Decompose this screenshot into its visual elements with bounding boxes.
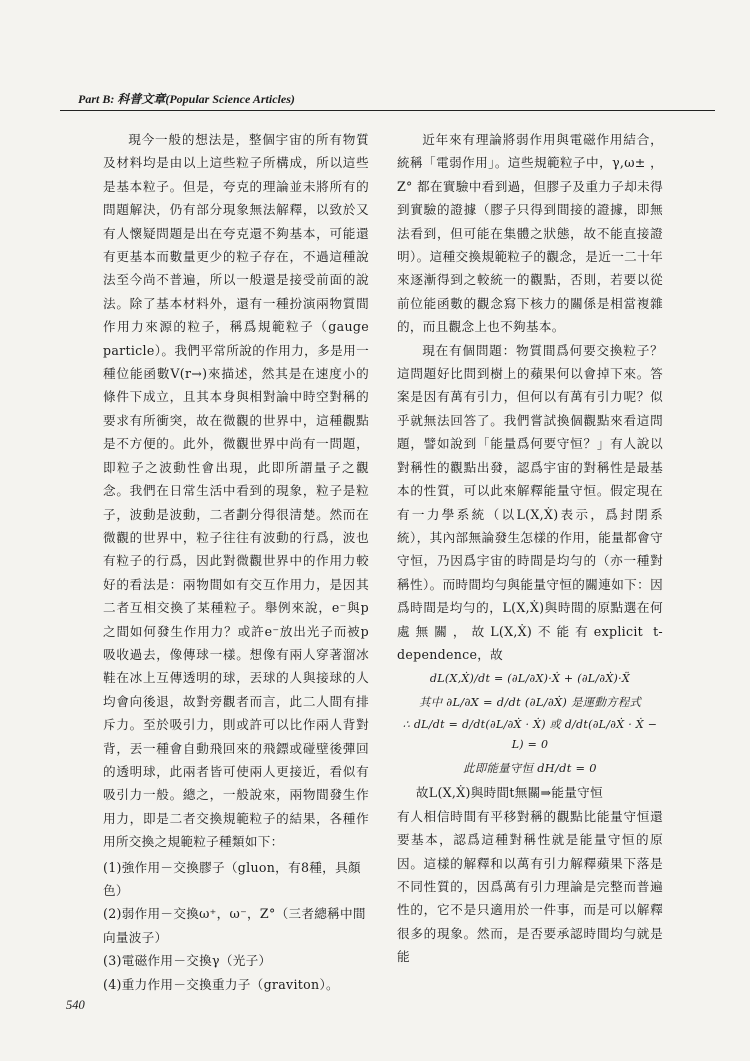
running-header: Part B: 科普文章(Popular Science Articles) <box>78 92 295 106</box>
right-paragraph-3: 有人相信時間有平移對稱的觀點比能量守恒還要基本，認爲這種對稱性就是能量守恒的原因。這樣的解釋和以萬有引力解釋蘋果下落是不同性質的，因爲萬有引力理論是完整而普遍性的，它不是只適用於一件事，而是可以解釋很多的現象。然而，是否要承認時間均勻就是能 <box>397 808 663 965</box>
list-item-electromagnetic: (3)電磁作用－交換γ（光子） <box>103 953 272 969</box>
list-item-weak: (2)弱作用－交換ω⁺，ω⁻，Z°（三者總稱中間向量波子） <box>103 906 366 945</box>
header-rule <box>60 110 715 111</box>
gauge-particle-list <box>103 856 369 996</box>
left-column <box>103 128 369 996</box>
equation-motion: 其中 ∂L/∂X = d/dt (∂L/∂Ẋ) 是運動方程式 <box>419 695 642 710</box>
list-item-strong: (1)強作用－交換膠子（gluon，有8種，具顏色） <box>103 859 361 898</box>
right-paragraph-1: 近年來有理論將弱作用與電磁作用結合，統稱「電弱作用」。這些規範粒子中，γ,ω± ，Z° 都在實驗中看到過，但膠子及重力子却未得到實驗的證據（膠子只得到間接的證據，即無法看到，但可能在集體之狀態，故不能直接證明）。這種交換規範粒子的觀念，是近一二十年來逐漸得到之較統一的觀點，否則，若要以從前位能函數的觀念寫下核力的關係是相當複雜的，而且觀念上也不夠基本。 <box>397 132 663 335</box>
list-item-gravity: (4)重力作用－交換重力子（graviton）。 <box>103 976 339 992</box>
left-paragraph-1: 現今一般的想法是，整個宇宙的所有物質及材料均是由以上這些粒子所構成，所以這些是基本粒子。但是，夸克的理論並未將所有的問題解決，仍有部分現象無法解釋，以致於又有人懷疑問題是出在夸克還不夠基本，可能還有更基本而數量更少的粒子存在，不過這種說法至今尚不普遍，所以一般還是接受前面的說法。除了基本材料外，還有一種扮演兩物質間作用力來源的粒子，稱爲規範粒子（gauge particle）。我們平常所說的作用力，多是用一種位能函數V(r→)來描述，然其是在速度小的條件下成立，且其本身與相對論中時空對稱的要求有所衝突，故在微觀的世界中，這種觀點是不方便的。此外，微觀世界中尚有一問題，即粒子之波動性會出現，此即所謂量子之觀念。我們在日常生活中看到的現象，粒子是粒子，波動是波動，二者劃分得很清楚。然而在微觀的世界中，粒子往往有波動的行爲，波也有粒子的行爲，因此對微觀世界中的作用力較好的看法是：兩物間如有交互作用力，是因其二者互相交換了某種粒子。舉例來說，e⁻與p之間如何發生作用力？或許e⁻放出光子而被p吸收過去，像傳球一樣。想像有兩人穿著溜冰鞋在冰上互傳透明的球，丟球的人與接球的人均會向後退，故對旁觀者而言，此二人間有排斥力。至於吸引力，則或許可以比作兩人背對背，丟一種會自動飛回來的飛鏢或碰壁後彈回的透明球，此兩者皆可使兩人更接近，看似有吸引力一般。總之，一般說來，兩物間發生作用力，即是二者交換規範粒子的結果，各種作用所交換之規範粒子種類如下： <box>103 132 369 850</box>
equation-dl-dt: dL(X,Ẋ)/dt = (∂L/∂X)·Ẋ + (∂L/∂Ẋ)·Ẍ <box>429 672 631 686</box>
right-column <box>397 128 663 969</box>
equation-energy-conservation: 此即能量守恒 dH/dt = 0 <box>463 761 597 776</box>
right-paragraph-2: 現在有個問題：物質間爲何要交換粒子？這問題好比問到樹上的蘋果何以會掉下來。答案是因有萬有引力，但何以有萬有引力呢？似乎就無法回答了。我們嘗試換個觀點來看這問題，譬如說到「能量爲何要守恒？」有人說以對稱性的觀點出發，認爲宇宙的對稱性是最基本的性質，可以此來解釋能量守恒。假定現在有一力學系統（以L(X,Ẋ)表示，爲封閉系統），其內部無論發生怎樣的作用，能量都會守守恒，乃因爲宇宙的時間是均勻的（亦一種對稱性）。而時間均勻與能量守恒的關連如下：因爲時間是均勻的，L(X,Ẋ)與時間的原點選在何處無關，故L(X,Ẋ)不能有explicit t-dependence，故 <box>397 342 663 662</box>
equation-derivation: ∴ dL/dt = d/dt(∂L/∂Ẋ · Ẋ) 或 d/dt(∂L/∂Ẋ · Ẋ − L) = 0 <box>402 718 658 752</box>
conclusion-line: 故L(X,Ẋ)與時間t無關⇒能量守恒 <box>415 785 603 801</box>
page-number: 540 <box>66 998 85 1012</box>
